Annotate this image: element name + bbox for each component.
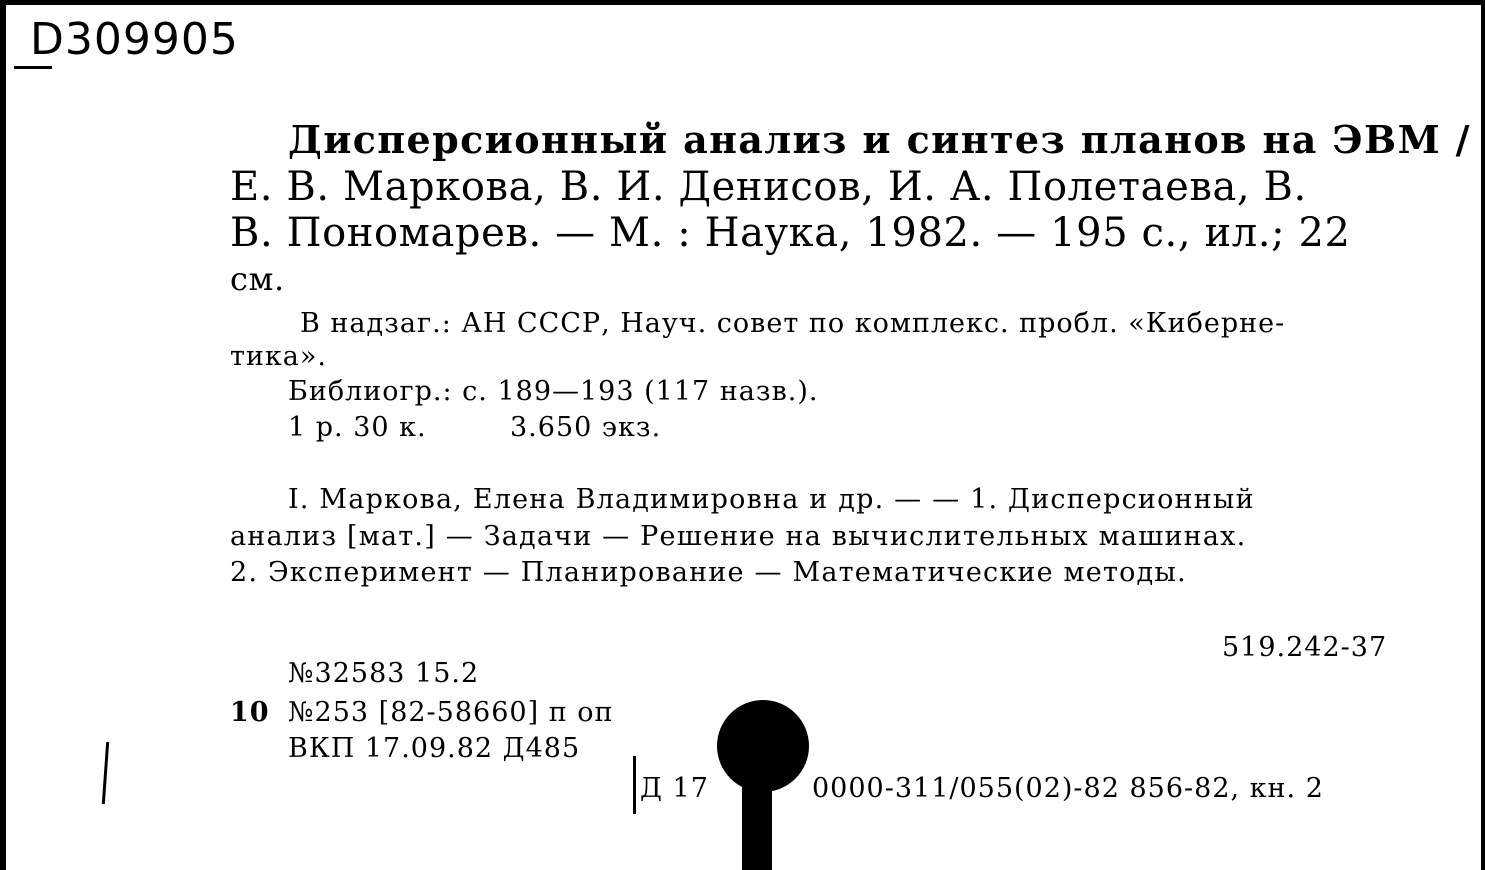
code-line-end: 0000-311/055(02)-82 856-82, кн. 2 xyxy=(812,773,1324,804)
margin-mark xyxy=(633,756,636,814)
tracing-line-2: анализ [мат.] — Задачи — Решение на вычислительных машинах. xyxy=(230,521,1247,552)
ink-blot xyxy=(717,700,809,792)
book-title: Дисперсионный анализ и синтез планов на ЭВМ / xyxy=(288,117,1471,162)
note-header-line-2: тика». xyxy=(230,341,328,372)
registration-line-2: №253 [82-58660] п оп xyxy=(288,697,614,728)
bibliography-note: Библиогр.: с. 189—193 (117 назв.). xyxy=(288,376,819,407)
authors-line-1: Е. В. Маркова, В. И. Денисов, И. А. Полетаева, В. xyxy=(230,164,1307,210)
registration-line-3: ВКП 17.09.82 Д485 xyxy=(288,733,581,764)
note-header-line-1: В надзаг.: АН СССР, Науч. совет по комплекс. пробл. «Киберне- xyxy=(300,308,1286,339)
print-run: 3.650 экз. xyxy=(510,412,662,443)
registration-line-2-prefix: 10 xyxy=(230,697,270,728)
tracing-line-1: I. Маркова, Елена Владимировна и др. — — 1. Дисперсионный xyxy=(288,484,1255,515)
ink-stem xyxy=(742,780,772,870)
authors-line-3: см. xyxy=(230,260,285,298)
price: 1 р. 30 к. xyxy=(288,412,427,443)
udc-index: 519.242-37 xyxy=(1222,632,1388,663)
inventory-underline xyxy=(14,66,52,69)
tracing-line-3: 2. Эксперимент — Планирование — Математические методы. xyxy=(230,557,1187,588)
authors-line-2: В. Пономарев. — М. : Наука, 1982. — 195 с., ил.; 22 xyxy=(230,210,1351,256)
registration-line-1: №32583 15.2 xyxy=(288,658,480,689)
inventory-number: D309905 xyxy=(30,14,239,65)
code-line-start: Д 17 xyxy=(640,773,709,804)
